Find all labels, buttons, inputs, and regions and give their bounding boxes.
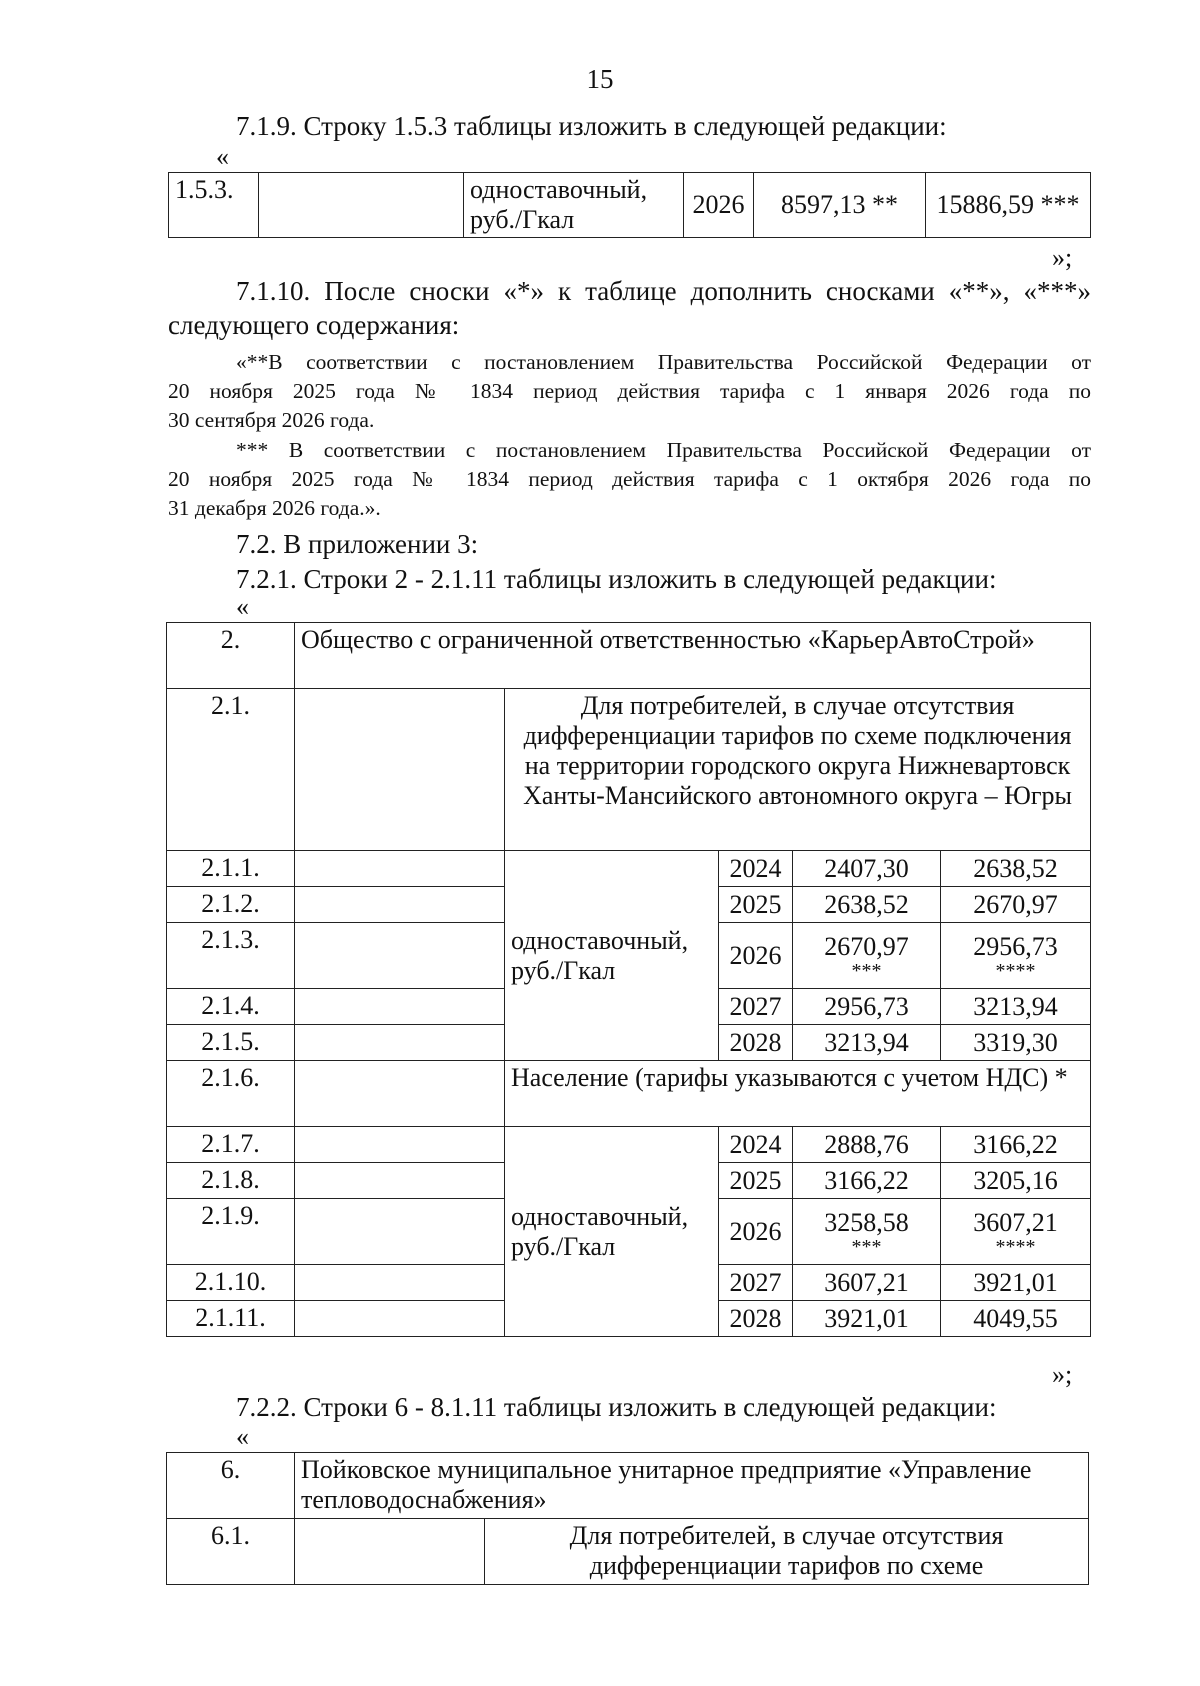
year-cell: 2026 <box>719 923 793 989</box>
empty-cell <box>295 1127 505 1163</box>
value-cell-2 <box>941 1199 1091 1265</box>
org-number: 2. <box>167 623 295 689</box>
empty-cell <box>295 1301 505 1337</box>
empty-cell <box>295 923 505 989</box>
value-text: 3607,21 <box>973 1207 1058 1237</box>
tariff-table-6 <box>166 1452 1089 1585</box>
group-title: Для потребителей, в случае отсутствия дифференциации тарифов по схеме подключения на территории городского округа Нижневартовск Ханты-Мансийского автономного округа – Югры <box>505 689 1091 851</box>
value-cell-1: 3166,22 <box>793 1163 941 1199</box>
value-cell-1: 8597,13 ** <box>754 173 926 238</box>
row-number: 2.1.4. <box>167 989 295 1025</box>
empty-cell <box>259 173 464 238</box>
footnote-marker: **** <box>995 959 1036 982</box>
footnote-marker: **** <box>995 1235 1036 1258</box>
footnote-3-line1: *** В соответствии с постановлением Правительства Российской Федерации от <box>236 438 1091 462</box>
value-cell-1: 2888,76 <box>793 1127 941 1163</box>
row-number: 2.1.10. <box>167 1265 295 1301</box>
year-cell: 2028 <box>719 1025 793 1061</box>
open-quote: « <box>236 1422 249 1451</box>
group-number: 2.1.6. <box>167 1061 295 1127</box>
value-cell-2: 3213,94 <box>941 989 1091 1025</box>
row-number: 2.1.8. <box>167 1163 295 1199</box>
value-cell-1: 3607,21 <box>793 1265 941 1301</box>
value-cell-1: 2407,30 <box>793 851 941 887</box>
footnote-3-line2: 20 ноября 2025 года № 1834 период действия тарифа с 1 октября 2026 года по <box>168 467 1091 491</box>
year-cell: 2025 <box>719 887 793 923</box>
row-number: 2.1.1. <box>167 851 295 887</box>
group-title: Для потребителей, в случае отсутствия дифференциации тарифов по схеме <box>485 1519 1089 1585</box>
year-cell: 2026 <box>719 1199 793 1265</box>
tariff-type: одноставочный, руб./Гкал <box>464 173 684 238</box>
row-number: 2.1.5. <box>167 1025 295 1061</box>
value-text: 3258,58 <box>824 1207 909 1237</box>
table-row-1-5-3 <box>168 172 1091 238</box>
value-cell-2: 15886,59 *** <box>926 173 1091 238</box>
empty-cell <box>295 1163 505 1199</box>
value-cell-1 <box>793 923 941 989</box>
section-7-2-heading: 7.2. В приложении 3: <box>236 529 479 559</box>
section-7-1-10-line1: 7.1.10. После сноски «*» к таблице дополнить сносками «**», «***» <box>236 276 1091 306</box>
open-quote: « <box>216 142 229 171</box>
footnote-2-line1: «**В соответствии с постановлением Правительства Российской Федерации от <box>236 350 1091 374</box>
value-cell-1 <box>793 1199 941 1265</box>
empty-cell <box>295 887 505 923</box>
value-cell-2: 3319,30 <box>941 1025 1091 1061</box>
value-cell-1: 2956,73 <box>793 989 941 1025</box>
group-number: 2.1. <box>167 689 295 851</box>
value-cell-2: 2638,52 <box>941 851 1091 887</box>
footnote-marker: *** <box>851 959 882 982</box>
empty-cell <box>295 1061 505 1127</box>
value-cell-2 <box>941 923 1091 989</box>
row-number: 2.1.3. <box>167 923 295 989</box>
footnote-2-line2: 20 ноября 2025 года № 1834 период действия тарифа с 1 января 2026 года по <box>168 379 1091 403</box>
section-7-1-10-line2: следующего содержания: <box>168 310 460 340</box>
empty-cell <box>295 851 505 887</box>
year-cell: 2027 <box>719 1265 793 1301</box>
page-number: 15 <box>586 64 614 94</box>
year-cell: 2026 <box>684 173 754 238</box>
value-cell-2: 2670,97 <box>941 887 1091 923</box>
open-quote: « <box>236 592 249 621</box>
value-cell-2: 4049,55 <box>941 1301 1091 1337</box>
footnote-2-line3: 30 сентября 2026 года. <box>168 408 375 432</box>
value-cell-2: 3166,22 <box>941 1127 1091 1163</box>
year-cell: 2028 <box>719 1301 793 1337</box>
value-text: 2670,97 <box>824 931 909 961</box>
footnote-marker: *** <box>851 1235 882 1258</box>
tariff-type: одноставочный, руб./Гкал <box>505 851 719 1061</box>
org-name: Пойковское муниципальное унитарное предприятие «Управление тепловодоснабжения» <box>295 1453 1089 1519</box>
empty-cell <box>295 1199 505 1265</box>
empty-cell <box>295 1265 505 1301</box>
year-cell: 2024 <box>719 851 793 887</box>
group-title: Население (тарифы указываются с учетом НДС) * <box>505 1061 1091 1127</box>
empty-cell <box>295 689 505 851</box>
empty-cell <box>295 1519 485 1585</box>
tariff-table-2 <box>166 622 1091 1337</box>
empty-cell <box>295 989 505 1025</box>
group-number: 6.1. <box>167 1519 295 1585</box>
section-7-2-1-heading: 7.2.1. Строки 2 - 2.1.11 таблицы изложить в следующей редакции: <box>236 564 997 594</box>
section-7-1-9-heading: 7.1.9. Строку 1.5.3 таблицы изложить в следующей редакции: <box>236 111 947 141</box>
row-number: 1.5.3. <box>169 173 259 238</box>
year-cell: 2024 <box>719 1127 793 1163</box>
value-cell-1: 3213,94 <box>793 1025 941 1061</box>
footnote-3-line3: 31 декабря 2026 года.». <box>168 496 381 520</box>
tariff-type: одноставочный, руб./Гкал <box>505 1127 719 1337</box>
value-cell-1: 3921,01 <box>793 1301 941 1337</box>
row-number: 2.1.2. <box>167 887 295 923</box>
close-quote: »; <box>1052 243 1073 272</box>
row-number: 2.1.9. <box>167 1199 295 1265</box>
row-number: 2.1.11. <box>167 1301 295 1337</box>
year-cell: 2027 <box>719 989 793 1025</box>
value-text: 2956,73 <box>973 931 1058 961</box>
year-cell: 2025 <box>719 1163 793 1199</box>
section-7-2-2-heading: 7.2.2. Строки 6 - 8.1.11 таблицы изложить в следующей редакции: <box>236 1392 997 1422</box>
row-number: 2.1.7. <box>167 1127 295 1163</box>
value-cell-1: 2638,52 <box>793 887 941 923</box>
value-cell-2: 3205,16 <box>941 1163 1091 1199</box>
close-quote: »; <box>1052 1360 1073 1389</box>
org-name: Общество с ограниченной ответственностью «КарьерАвтоСтрой» <box>295 623 1091 689</box>
org-number: 6. <box>167 1453 295 1519</box>
value-cell-2: 3921,01 <box>941 1265 1091 1301</box>
empty-cell <box>295 1025 505 1061</box>
